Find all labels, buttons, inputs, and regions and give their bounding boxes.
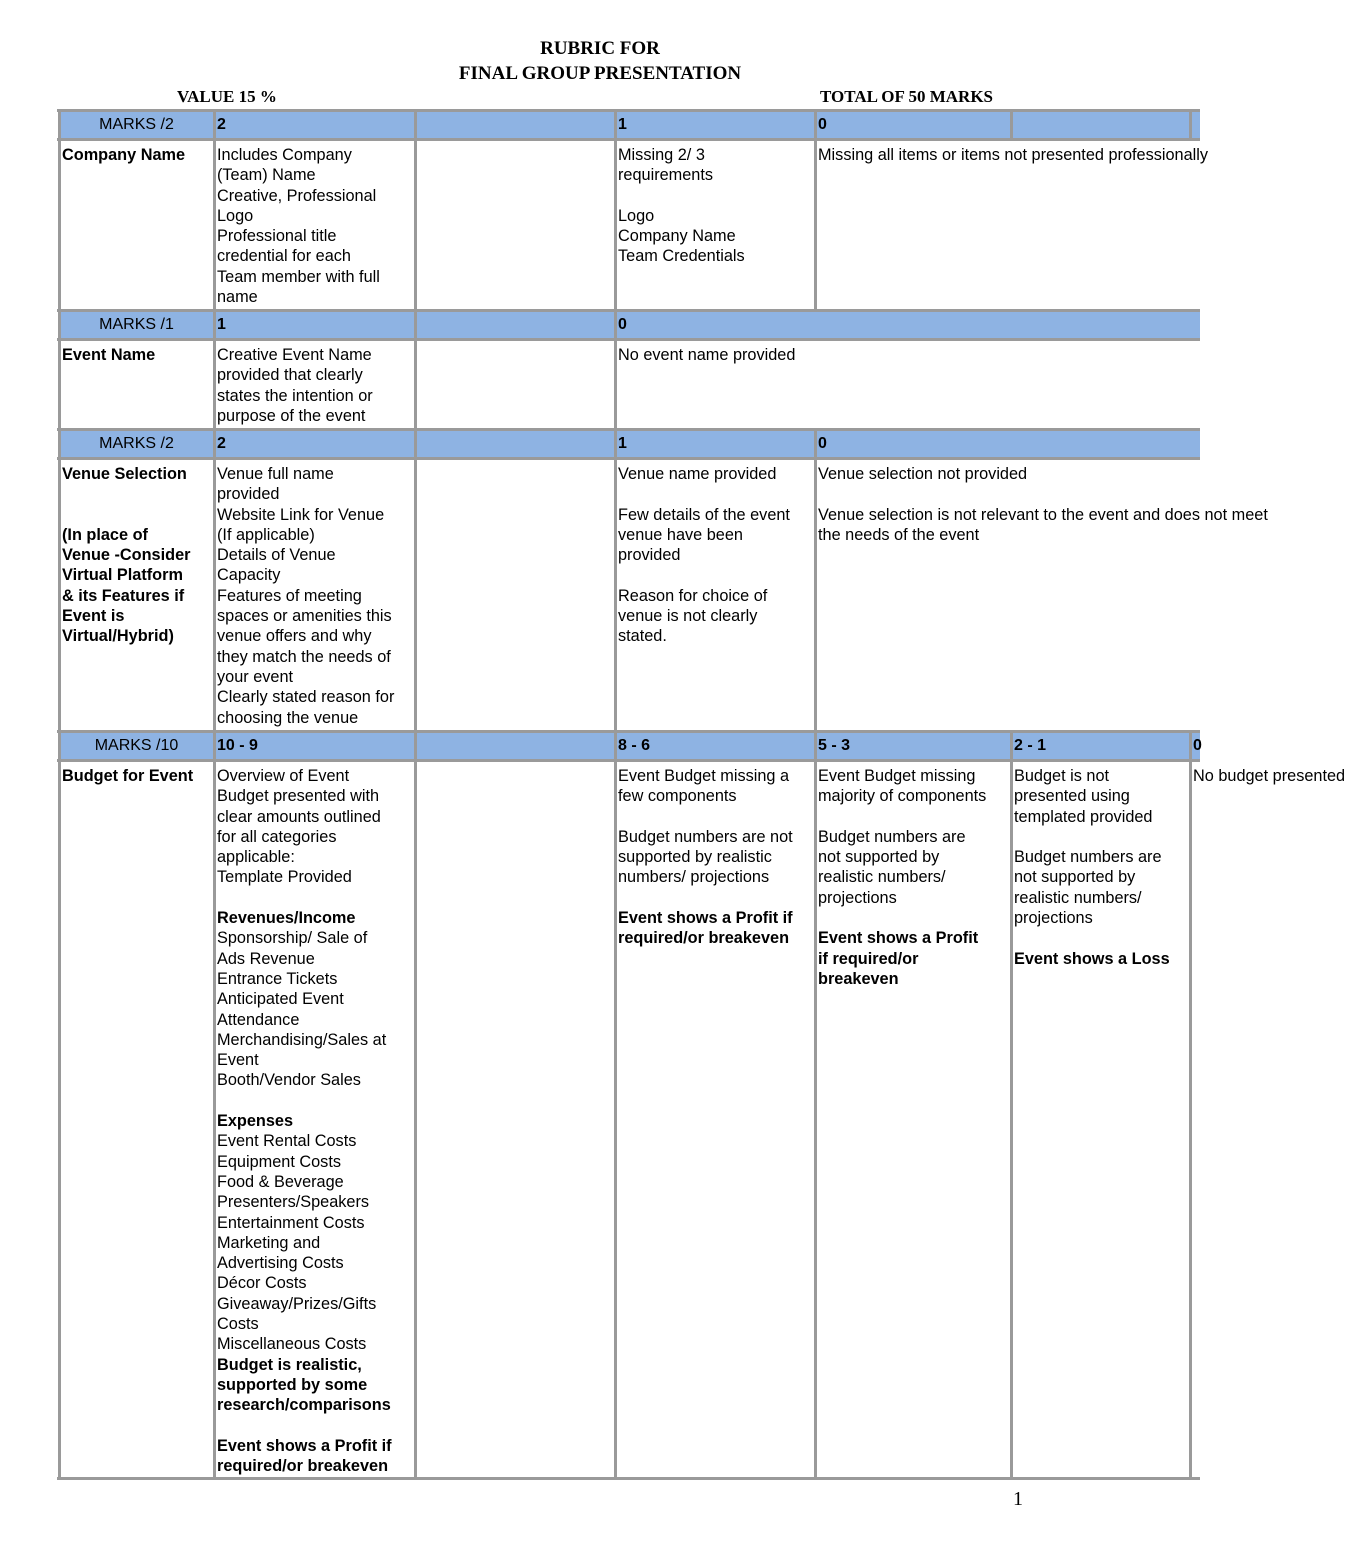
- value-label: VALUE 15 %: [177, 87, 277, 106]
- criterion-description-cell: [214, 458, 415, 731]
- table-column-border: [58, 139, 61, 310]
- criterion-text: (In place of: [62, 525, 148, 544]
- table-column-border: [614, 760, 617, 1478]
- score-level-label: 0: [1193, 737, 1202, 754]
- table-column-border: [58, 110, 61, 139]
- description-line: Logo: [217, 206, 254, 225]
- description-line: [818, 484, 1200, 504]
- description-line: No budget presented: [1193, 767, 1345, 785]
- description-line: Revenues/Income: [217, 909, 356, 928]
- description-line: Expenses: [217, 1112, 294, 1131]
- criterion-description-cell: [415, 139, 615, 310]
- description-line: Event shows a Profit if: [618, 909, 793, 928]
- criterion-text: Virtual Platform: [62, 566, 183, 585]
- description-line: name: [217, 288, 258, 307]
- description-line: Event Budget missing a: [618, 767, 790, 785]
- criterion-description-cell: [815, 458, 1268, 731]
- table-row-border: [57, 309, 1200, 312]
- table-column-border: [213, 339, 216, 429]
- table-column-border: [614, 139, 617, 310]
- score-level-header-cell: [415, 429, 615, 458]
- description-line: they match the needs of: [217, 647, 391, 666]
- description-line: not supported by: [1014, 868, 1136, 887]
- score-level-header-cell: [1011, 110, 1190, 139]
- description-line: Giveaway/Prizes/Gifts: [217, 1294, 377, 1313]
- description-line: Capacity: [217, 566, 281, 585]
- score-level-label: 8 - 6: [618, 737, 651, 754]
- score-level-header-cell: [615, 731, 815, 760]
- table-column-border: [814, 760, 817, 1478]
- table-column-border: [58, 760, 61, 1478]
- table-column-border: [58, 731, 61, 760]
- description-line: Presenters/Speakers: [217, 1193, 370, 1212]
- description-line: projections: [1014, 909, 1093, 928]
- description-line: Event shows a Profit: [818, 929, 979, 948]
- table-column-border: [814, 139, 817, 310]
- description-line: Details of Venue: [217, 546, 336, 565]
- table-column-border: [414, 139, 417, 310]
- criterion-description-cell: [415, 339, 615, 429]
- table-row-border: [57, 730, 1200, 733]
- marks-header-cell: [59, 731, 214, 760]
- table-column-border: [814, 731, 817, 760]
- description-line: choosing the venue: [217, 708, 359, 727]
- table-column-border: [1010, 110, 1013, 139]
- description-line: if required/or: [818, 949, 919, 968]
- table-column-border: [58, 310, 61, 339]
- marks-header-cell: [59, 429, 214, 458]
- total-marks-label: TOTAL OF 50 MARKS: [820, 87, 994, 106]
- score-level-header-cell: [415, 731, 615, 760]
- table-column-border: [614, 731, 617, 760]
- description-line: venue have been: [618, 525, 743, 544]
- criterion-description-cell: [415, 760, 615, 1478]
- description-line: purpose of the event: [217, 406, 366, 425]
- description-line: [1014, 928, 1190, 948]
- criterion-cell: [59, 339, 214, 429]
- table-column-border: [213, 458, 216, 731]
- criterion-description-cell: [815, 760, 1011, 1478]
- criterion-text: [62, 505, 214, 525]
- description-line: [1014, 827, 1190, 847]
- score-level-header-cell: [214, 310, 415, 339]
- description-line: for all categories: [217, 827, 337, 846]
- description-line: [618, 565, 815, 585]
- table-column-border: [414, 339, 417, 429]
- score-level-label: 0: [818, 435, 827, 452]
- score-level-header-cell: [615, 429, 815, 458]
- criterion-cell: [59, 139, 214, 310]
- description-line: Attendance: [217, 1010, 300, 1029]
- description-line: Food & Beverage: [217, 1172, 344, 1191]
- table-row-border: [57, 759, 1200, 762]
- table-column-border: [614, 458, 617, 731]
- table-column-border: [814, 429, 817, 458]
- description-line: Décor Costs: [217, 1274, 307, 1293]
- criterion-description-cell: [214, 139, 415, 310]
- criterion-text: Event is: [62, 607, 125, 626]
- score-level-label: 1: [217, 316, 226, 333]
- description-line: Budget numbers are: [1014, 848, 1162, 867]
- description-line: your event: [217, 667, 294, 686]
- score-level-header-cell: [615, 110, 815, 139]
- table-column-border: [213, 760, 216, 1478]
- description-line: [217, 1416, 415, 1436]
- criterion-text: Event Name: [62, 346, 156, 364]
- table-column-border: [614, 110, 617, 139]
- description-line: Few details of the event: [618, 505, 790, 524]
- table-column-border: [58, 458, 61, 731]
- table-column-border: [614, 339, 617, 429]
- description-line: Overview of Event: [217, 767, 350, 785]
- table-column-border: [58, 429, 61, 458]
- description-line: venue is not clearly: [618, 607, 758, 626]
- table-column-border: [1010, 731, 1013, 760]
- criterion-text: Virtual/Hybrid): [62, 627, 174, 646]
- table-row-border: [57, 428, 1200, 431]
- description-line: [818, 908, 1011, 928]
- score-level-header-cell: [615, 310, 1200, 339]
- description-line: realistic numbers/: [818, 868, 946, 887]
- description-line: provided: [618, 546, 681, 565]
- description-line: Budget numbers are: [818, 827, 966, 846]
- description-line: few components: [618, 787, 737, 806]
- marks-header-cell: [59, 310, 214, 339]
- description-line: supported by realistic: [618, 848, 772, 867]
- description-line: Event Rental Costs: [217, 1132, 357, 1151]
- description-line: Company Name: [618, 227, 736, 246]
- score-level-header-cell: [415, 310, 615, 339]
- description-line: stated.: [618, 627, 667, 646]
- criterion-text: Company Name: [62, 146, 186, 164]
- description-line: provided that clearly: [217, 366, 363, 385]
- criterion-description-cell: [615, 760, 815, 1478]
- table-column-border: [1189, 110, 1192, 139]
- criterion-description-cell: [1011, 760, 1190, 1478]
- description-line: Advertising Costs: [217, 1254, 344, 1273]
- description-line: Booth/Vendor Sales: [217, 1071, 361, 1090]
- description-line: [618, 186, 815, 206]
- description-line: Event Budget missing: [818, 767, 976, 785]
- description-line: Entrance Tickets: [217, 969, 338, 988]
- table-column-border: [58, 339, 61, 429]
- description-line: Event: [217, 1051, 259, 1070]
- table-column-border: [414, 731, 417, 760]
- criterion-description-cell: [214, 339, 415, 429]
- description-line: [217, 888, 415, 908]
- description-line: Merchandising/Sales at: [217, 1030, 387, 1049]
- table-row-border: [57, 457, 1200, 460]
- description-line: Team Credentials: [618, 247, 745, 266]
- criterion-description-cell: [615, 458, 815, 731]
- score-level-header-cell: [214, 110, 415, 139]
- description-line: Budget presented with: [217, 787, 380, 806]
- description-line: required/or breakeven: [217, 1457, 389, 1476]
- description-line: presented using: [1014, 787, 1130, 806]
- description-line: [217, 1091, 415, 1111]
- page-title-line-2: FINAL GROUP PRESENTATION: [458, 63, 742, 84]
- description-line: required/or breakeven: [618, 929, 790, 948]
- score-level-label: 5 - 3: [818, 737, 851, 754]
- table-row-border: [57, 109, 1200, 112]
- description-line: [618, 888, 815, 908]
- description-line: Missing all items or items not presented professionally: [818, 146, 1209, 164]
- score-level-header-cell: [415, 110, 615, 139]
- criterion-description-cell: [214, 760, 415, 1478]
- score-level-header-cell: [1011, 731, 1190, 760]
- criterion-text: [62, 484, 214, 504]
- table-column-border: [213, 429, 216, 458]
- description-line: research/comparisons: [217, 1396, 391, 1415]
- page-number: 1: [1013, 1488, 1023, 1510]
- table-column-border: [213, 731, 216, 760]
- description-line: clear amounts outlined: [217, 807, 381, 826]
- description-line: provided: [217, 485, 280, 504]
- description-line: Template Provided: [217, 868, 352, 887]
- description-line: venue offers and why: [217, 627, 372, 646]
- criterion-text: Venue -Consider: [62, 546, 191, 565]
- criterion-description-cell: [615, 339, 1200, 429]
- description-line: Website Link for Venue: [217, 505, 385, 524]
- table-column-border: [1189, 731, 1192, 760]
- description-line: Team member with full: [217, 267, 380, 286]
- description-line: not supported by: [818, 848, 940, 867]
- description-line: Logo: [618, 206, 655, 225]
- criterion-description-cell: [615, 139, 815, 310]
- description-line: Creative Event Name: [217, 346, 372, 364]
- table-column-border: [213, 139, 216, 310]
- description-line: No event name provided: [618, 346, 796, 364]
- description-line: numbers/ projections: [618, 868, 770, 887]
- score-level-label: 2 - 1: [1014, 737, 1047, 754]
- description-line: Venue selection is not relevant to the event and does not meet: [818, 505, 1268, 524]
- description-line: Entertainment Costs: [217, 1213, 365, 1232]
- description-line: (If applicable): [217, 525, 315, 544]
- description-line: templated provided: [1014, 807, 1153, 826]
- description-line: Clearly stated reason for: [217, 688, 395, 707]
- table-column-border: [213, 310, 216, 339]
- description-line: Miscellaneous Costs: [217, 1335, 367, 1354]
- marks-label: MARKS /2: [99, 435, 174, 452]
- criterion-text: & its Features if: [62, 586, 185, 605]
- description-line: (Team) Name: [217, 166, 316, 185]
- score-level-label: 0: [818, 116, 827, 133]
- table-column-border: [814, 110, 817, 139]
- table-row-border: [57, 138, 1200, 141]
- marks-header-cell: [59, 110, 214, 139]
- criterion-description-cell: [415, 458, 615, 731]
- score-level-label: 1: [618, 116, 627, 133]
- table-column-border: [414, 458, 417, 731]
- description-line: supported by some: [217, 1375, 368, 1394]
- description-line: Budget is realistic,: [217, 1355, 362, 1374]
- criterion-cell: [59, 760, 214, 1478]
- description-line: majority of components: [818, 787, 987, 806]
- description-line: credential for each: [217, 247, 351, 266]
- description-line: requirements: [618, 166, 714, 185]
- description-line: breakeven: [818, 969, 899, 988]
- table-column-border: [414, 429, 417, 458]
- score-level-header-cell: [815, 110, 1011, 139]
- description-line: Ads Revenue: [217, 949, 315, 968]
- description-line: spaces or amenities this: [217, 607, 392, 626]
- table-column-border: [614, 429, 617, 458]
- score-level-label: 1: [618, 435, 627, 452]
- criterion-text: Budget for Event: [62, 767, 194, 785]
- table-column-border: [614, 310, 617, 339]
- description-line: Reason for choice of: [618, 586, 768, 605]
- description-line: [618, 807, 815, 827]
- criterion-cell: [59, 458, 214, 731]
- criterion-text: Venue Selection: [62, 465, 187, 483]
- score-level-label: 2: [217, 435, 226, 452]
- score-level-header-cell: [214, 731, 415, 760]
- page-title-line-1: RUBRIC FOR: [540, 38, 660, 59]
- score-level-label: 0: [618, 316, 627, 333]
- description-line: Budget numbers are not: [618, 827, 793, 846]
- description-line: the needs of the event: [818, 525, 980, 544]
- marks-label: MARKS /1: [99, 316, 174, 333]
- marks-label: MARKS /2: [99, 116, 174, 133]
- description-line: Features of meeting: [217, 586, 362, 605]
- description-line: Missing 2/ 3: [618, 146, 705, 164]
- description-line: Marketing and: [217, 1233, 321, 1252]
- table-column-border: [414, 310, 417, 339]
- description-line: Professional title: [217, 227, 337, 246]
- description-line: Includes Company: [217, 146, 352, 164]
- score-level-label: 2: [217, 116, 226, 133]
- table-column-border: [213, 110, 216, 139]
- description-line: Event shows a Profit if: [217, 1436, 392, 1455]
- marks-label: MARKS /10: [94, 737, 179, 754]
- description-line: Venue full name: [217, 465, 334, 483]
- description-line: Event shows a Loss: [1014, 949, 1170, 968]
- score-level-header-cell: [815, 429, 1200, 458]
- criterion-description-cell: [815, 139, 1209, 310]
- description-line: projections: [818, 888, 897, 907]
- description-line: Equipment Costs: [217, 1152, 341, 1171]
- description-line: states the intention or: [217, 386, 373, 405]
- description-line: Sponsorship/ Sale of: [217, 929, 368, 948]
- table-bottom-border: [57, 1477, 1200, 1480]
- score-level-header-cell: [214, 429, 415, 458]
- description-line: Costs: [217, 1315, 259, 1334]
- description-line: Venue name provided: [618, 465, 777, 483]
- description-line: applicable:: [217, 848, 295, 867]
- table-column-border: [414, 760, 417, 1478]
- table-column-border: [414, 110, 417, 139]
- description-line: [818, 807, 1011, 827]
- description-line: Budget is not: [1014, 767, 1110, 785]
- description-line: [618, 484, 815, 504]
- description-line: realistic numbers/: [1014, 888, 1142, 907]
- score-level-header-cell: [815, 731, 1011, 760]
- description-line: Anticipated Event: [217, 990, 344, 1009]
- table-row-border: [57, 338, 1200, 341]
- table-column-border: [1189, 760, 1192, 1478]
- description-line: Venue selection not provided: [818, 465, 1028, 483]
- score-level-label: 10 - 9: [217, 737, 258, 754]
- table-column-border: [1010, 760, 1013, 1478]
- table-column-border: [814, 458, 817, 731]
- description-line: Creative, Professional: [217, 186, 377, 205]
